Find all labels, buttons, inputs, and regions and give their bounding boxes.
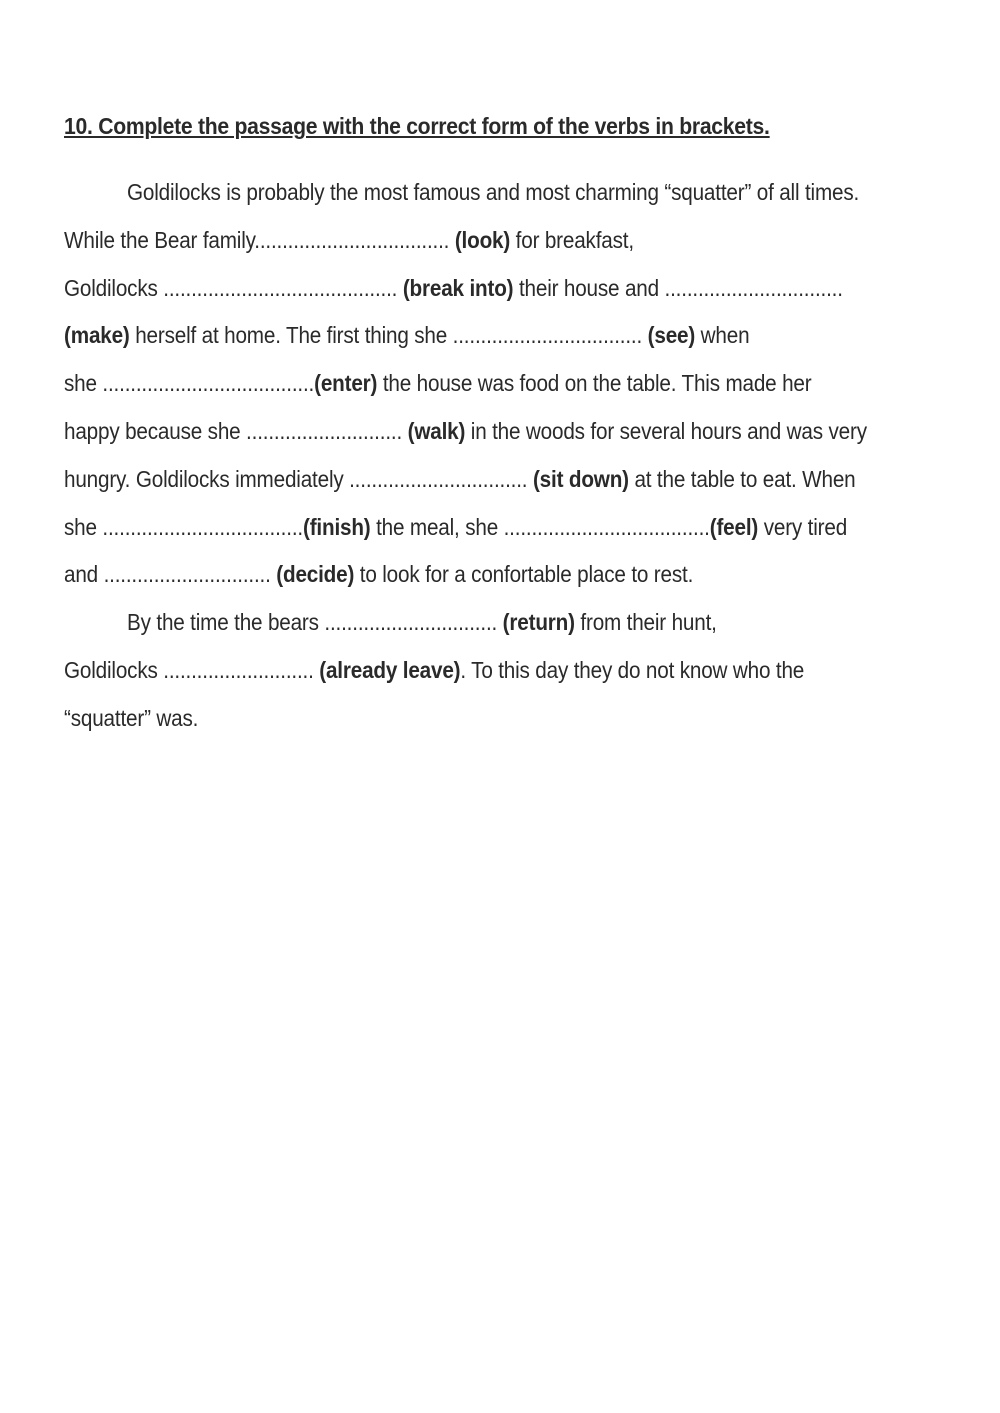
passage-line [64,274,843,322]
passage-text: and .............................. [64,561,277,588]
passage-text: Goldilocks ........................... [64,656,320,683]
passage-text: Goldilocks .......................................... [64,274,403,301]
passage-text: when [695,322,750,349]
verb-prompt: (decide) [276,561,355,588]
verb-prompt: (return) [502,609,575,636]
verb-prompt: (feel) [709,513,759,540]
verb-prompt: (look) [454,226,511,253]
verb-prompt: (make) [64,322,130,349]
passage [64,178,924,752]
verb-prompt: (sit down) [532,465,629,492]
passage-text: While the Bear family................................... [64,226,455,253]
passage-text: from their hunt, [574,609,717,636]
verb-prompt: (enter) [314,370,378,397]
passage-text: Goldilocks is probably the most famous and most charming “squatter” of all times. [127,179,860,205]
passage-line [64,417,867,465]
passage-text: their house and ................................ [513,274,843,301]
passage-text: . To this day they do not know who the [460,656,805,683]
passage-text: the meal, she ..................................... [370,513,710,540]
passage-text: “squatter” was. [64,704,199,731]
passage-text: at the table to eat. When [628,465,856,492]
verb-prompt: (finish) [302,513,371,540]
passage-line [64,465,856,513]
passage-line [64,369,838,417]
passage-text: happy because she ............................ [64,417,408,444]
passage-text: hungry. Goldilocks immediately ................................ [64,465,533,492]
passage-text: in the woods for several hours and was very [465,417,867,444]
verb-prompt: (break into) [402,274,514,301]
passage-line [64,608,838,656]
passage-line [64,321,838,369]
passage-line [64,560,838,608]
verb-prompt: (see) [647,322,696,349]
passage-line [64,178,860,226]
passage-line [64,226,838,274]
passage-line [64,656,838,704]
passage-line [64,704,838,752]
passage-text: By the time the bears ............................... [127,609,503,636]
exercise-heading: 10. Complete the passage with the correct form of the verbs in brackets. [64,113,770,139]
verb-prompt: (walk) [407,417,466,444]
passage-text: to look for a confortable place to rest. [354,561,694,588]
passage-text: very tired [758,513,848,540]
verb-prompt: (already leave) [319,656,461,683]
passage-text: the house was food on the table. This made her [377,370,812,397]
passage-text: herself at home. The first thing she .................................. [129,322,648,349]
passage-text: she ...................................... [64,370,315,397]
passage-line [64,513,848,561]
passage-text: she .................................... [64,513,303,540]
passage-text: for breakfast, [510,226,634,253]
